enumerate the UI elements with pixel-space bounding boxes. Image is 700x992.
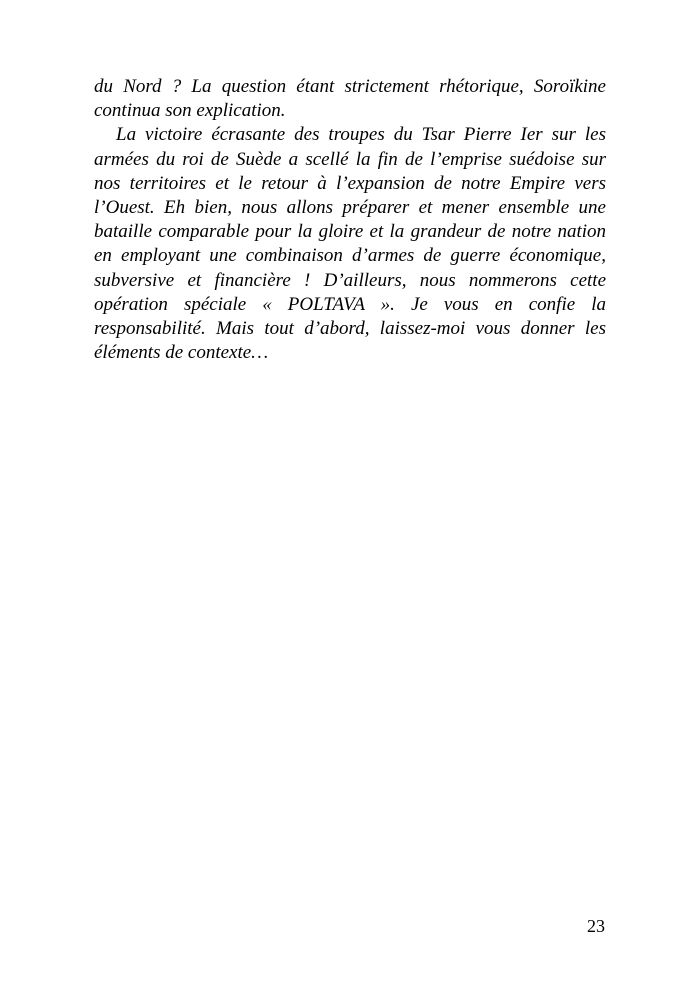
paragraph-1: du Nord ? La question étant strictement rhétorique, Soroïkine continua son explication.	[94, 76, 606, 122]
paragraph-2: La victoire écrasante des troupes du Tsar Pierre Ier sur les armées du roi de Suède a scellé la fin de l’emprise suédoise sur nos territoires et le retour à l’expansion de notre Empire vers l’Ouest. Eh bien, nous allons préparer et mener ensemble une bataille comparable pour la gloire et la grandeur de notre nation en employant une combinaison d’armes de guerre économique, subversive et financière ! D’ailleurs, nous nommerons cette opération spéciale « POLTAVA ». Je vous en confie la responsabilité. Mais tout d’abord, laissez-moi vous donner les éléments de contexte…	[94, 124, 606, 364]
page-number: 23	[587, 916, 605, 936]
body-text	[94, 75, 606, 365]
